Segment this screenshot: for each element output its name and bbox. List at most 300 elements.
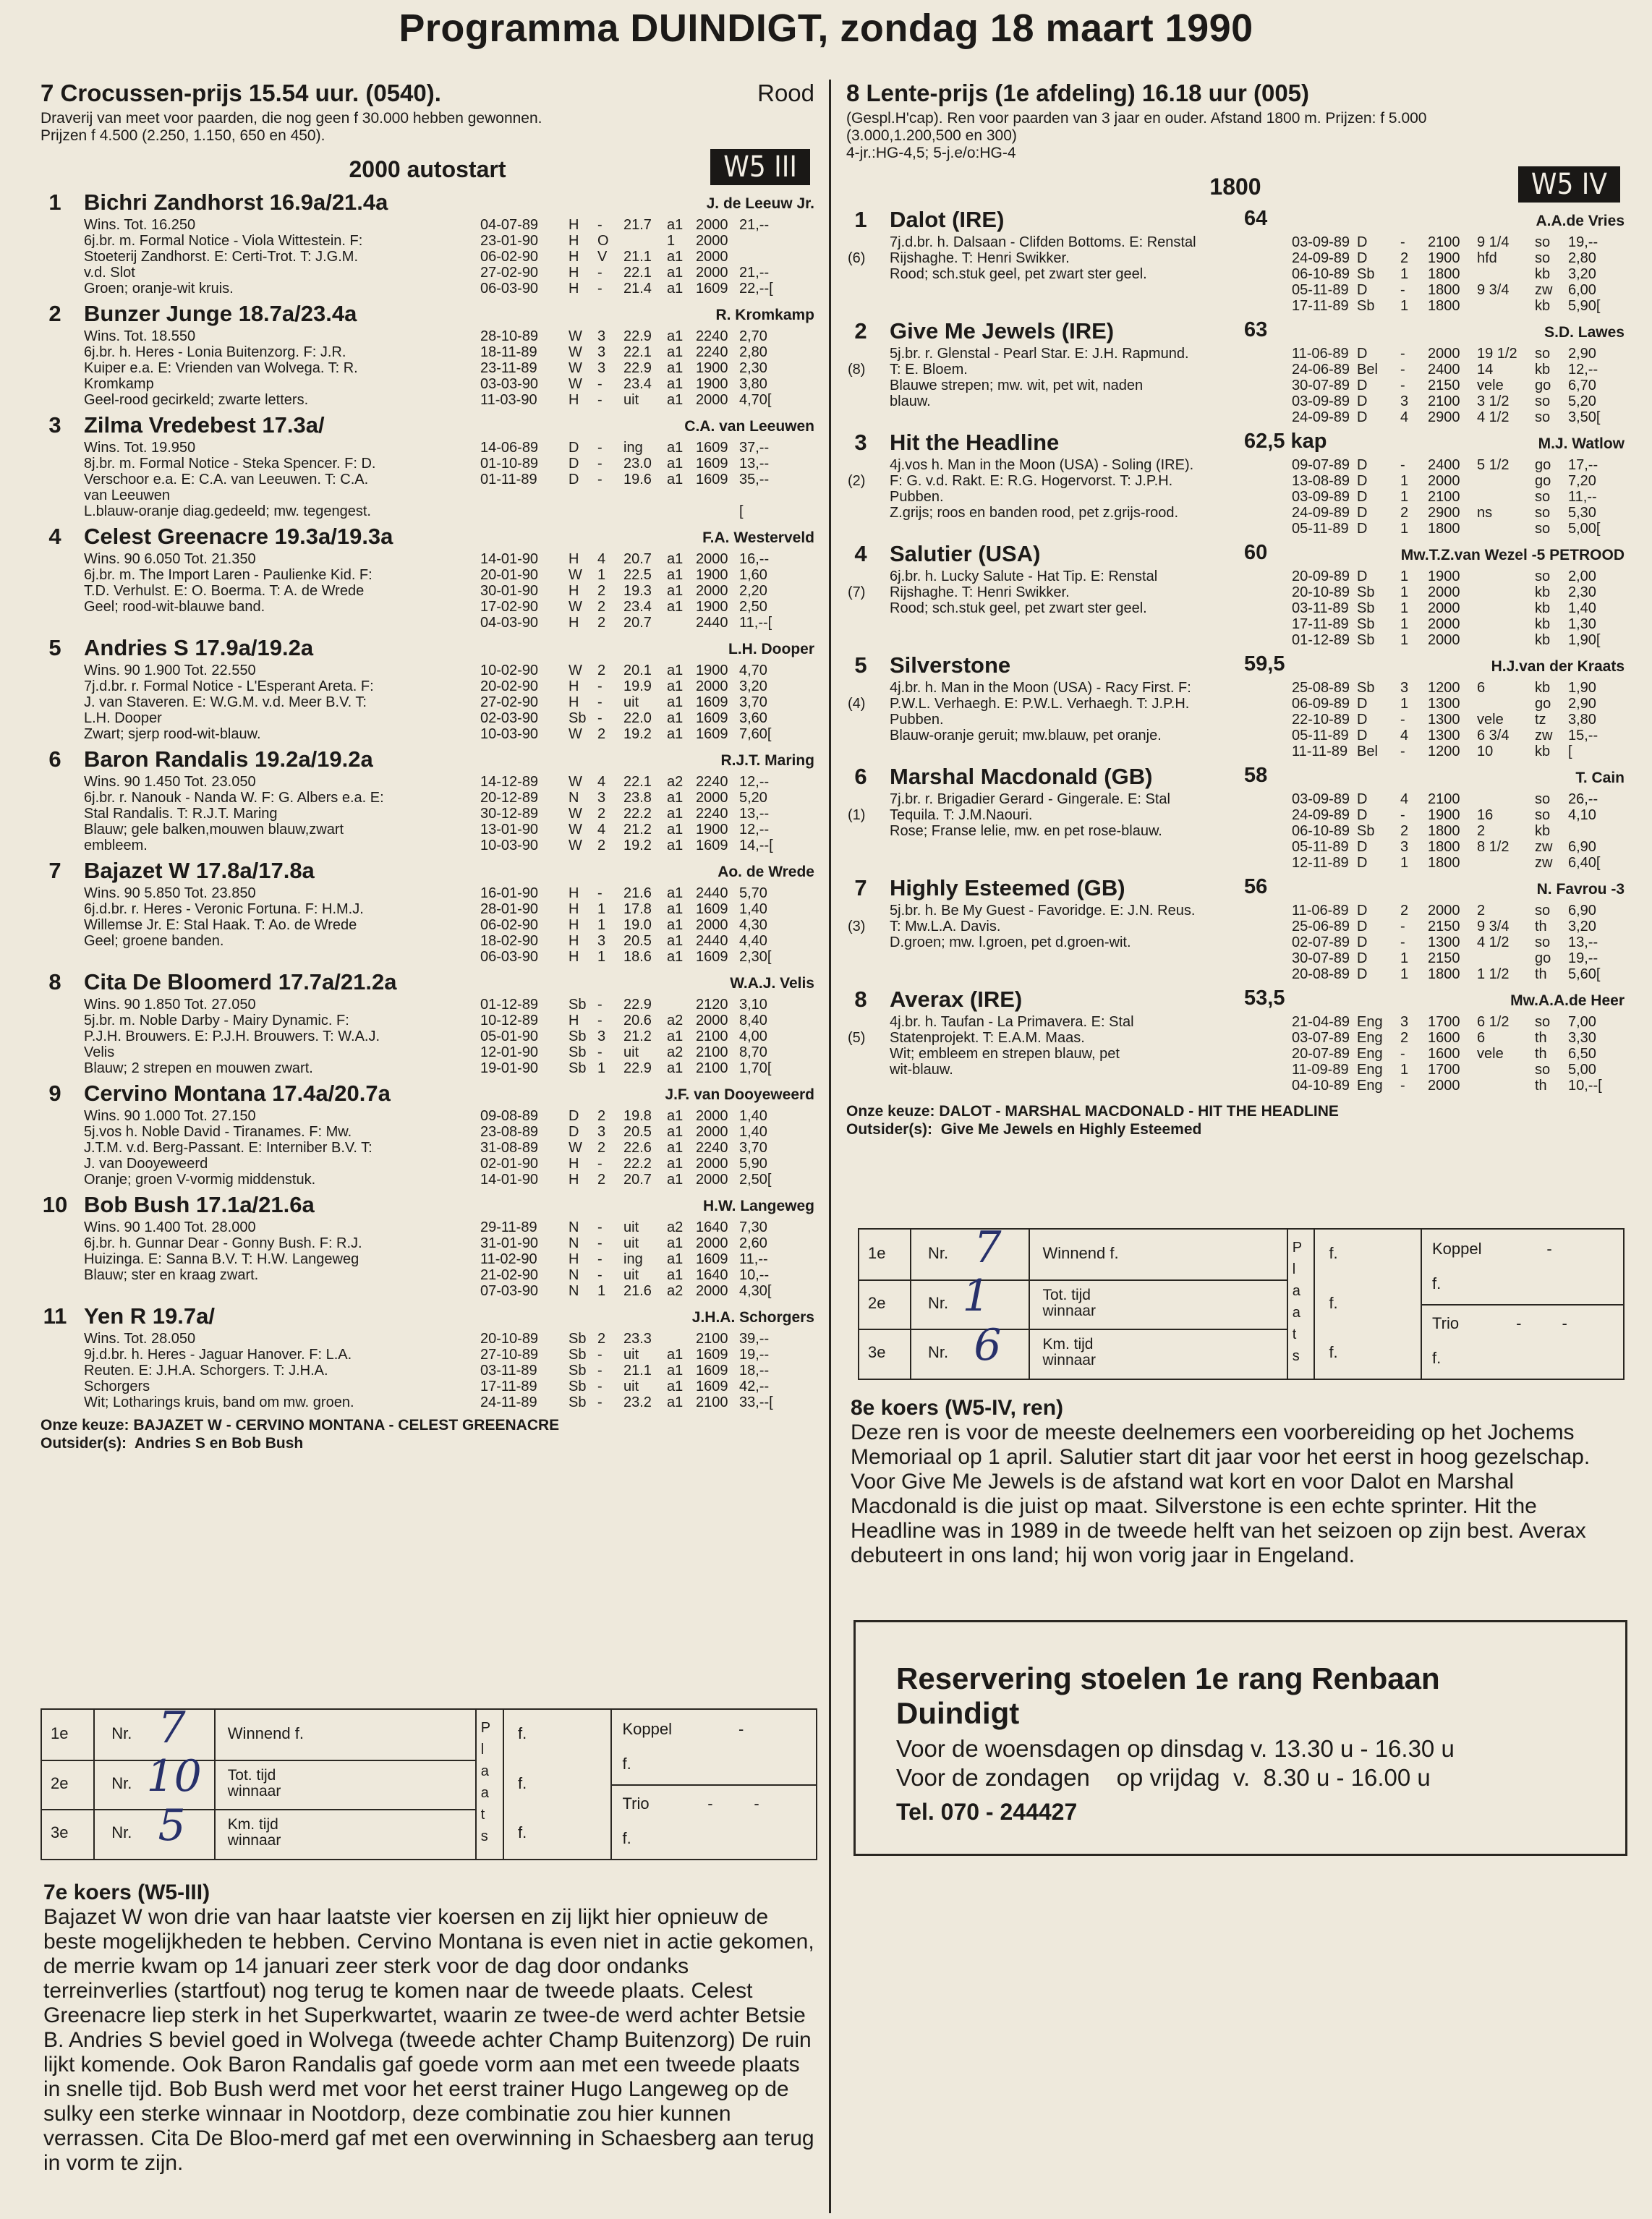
form-rule — [910, 1230, 911, 1379]
race-description-line: (Gespl.H'cap). Ren voor paarden van 3 jaar en ouder. Afstand 1800 m. Prijzen: f 5.000 — [846, 110, 1427, 127]
horse-number: 9 — [48, 1081, 61, 1106]
form-cell: 06-02-90 — [480, 917, 539, 933]
our-choice: Onze keuze: BAJAZET W - CERVINO MONTANA - CELEST GREENACRE — [41, 1417, 560, 1434]
horse-info-line: 5j.vos h. Noble David - Tiranames. F: Mw. — [84, 1124, 352, 1140]
horse-name: Bajazet W 17.8a/17.8a — [84, 858, 315, 883]
form-cell: 1900 — [696, 376, 728, 392]
form-cell: 1300 — [1428, 696, 1460, 712]
form-cell: 2000 — [696, 917, 728, 933]
entry-body — [846, 568, 1625, 648]
form-cell: 22.2 — [623, 806, 652, 822]
form-cell: 5,00[ — [1568, 521, 1601, 537]
form-cell: go — [1535, 457, 1551, 473]
form-cell: a1 — [667, 1394, 684, 1410]
horse-name: Marshal Macdonald (GB) — [890, 764, 1153, 789]
race-entry — [846, 875, 1625, 982]
plaats-letter: P — [480, 1720, 491, 1736]
horse-info-line: Wit; embleem en strepen blauw, pet — [890, 1046, 1120, 1062]
form-cell: 11,-- — [1568, 489, 1597, 505]
race-entry — [846, 541, 1625, 648]
form-cell: 09-08-89 — [480, 1108, 539, 1124]
form-cell: 1609 — [696, 472, 728, 487]
form-cell: 17.8 — [623, 901, 652, 917]
form-cell: W — [569, 376, 582, 392]
form-cell: Eng — [1357, 1062, 1383, 1078]
form-cell: 8,70 — [739, 1044, 767, 1060]
form-cell: N — [569, 1283, 579, 1299]
form-cell: 2 — [1400, 250, 1409, 266]
form-cell: D — [569, 456, 579, 472]
form-cell: 27-02-90 — [480, 694, 539, 710]
horse-weight: 64 — [1244, 207, 1268, 230]
form-cell: 20-07-89 — [1292, 1046, 1350, 1062]
form-cell: 22.5 — [623, 567, 652, 583]
race-8-commentary — [851, 1396, 1622, 1568]
form-cell: D — [1357, 378, 1368, 393]
form-cell: 1,70[ — [739, 1060, 772, 1076]
horse-info-line: Wins. 90 1.400 Tot. 28.000 — [84, 1219, 256, 1235]
race-7-commentary — [43, 1881, 814, 2176]
horse-info-line: 5j.br. r. Glenstal - Pearl Star. E: J.H. Rapmund. — [890, 346, 1189, 362]
form-cell: 1 — [1400, 616, 1409, 632]
form-cell: Eng — [1357, 1046, 1383, 1062]
form-cell: 06-10-89 — [1292, 823, 1350, 839]
form-cell: 2240 — [696, 774, 728, 790]
form-cell: 1 — [1400, 966, 1409, 982]
form-cell: 26,-- — [1568, 791, 1598, 807]
form-cell: H — [569, 551, 579, 567]
horse-info-line: L.blauw-oranje diag.gedeeld; mw. tegengest. — [84, 503, 371, 519]
horse-number: 3 — [48, 412, 61, 438]
form-cell: 24-09-89 — [1292, 409, 1350, 425]
form-cell: 30-12-89 — [480, 806, 539, 822]
form-cell: 2000 — [696, 678, 728, 694]
horse-trainer: H.J.van der Kraats — [1491, 658, 1625, 675]
form-cell: 06-02-90 — [480, 249, 539, 265]
horse-info-line: Blauw; gele balken,mouwen blauw,zwart — [84, 822, 344, 838]
entry-body — [41, 440, 814, 519]
horse-info-line: 9j.d.br. h. Heres - Jaguar Hanover. F: L.A. — [84, 1347, 352, 1363]
form-cell: 1,90 — [1568, 680, 1596, 696]
form-cell: 2 — [1400, 505, 1409, 521]
form-cell: so — [1535, 489, 1551, 505]
form-cell: H — [569, 233, 579, 249]
form-rule — [1029, 1230, 1030, 1379]
form-cell: D — [1357, 568, 1368, 584]
entry-body — [846, 903, 1625, 982]
form-cell: a1 — [667, 376, 684, 392]
horse-info — [890, 457, 1193, 521]
form-cell: so — [1535, 505, 1551, 521]
form-cell: - — [597, 1347, 603, 1363]
form-cell: - — [1400, 744, 1405, 759]
form-cell: - — [597, 997, 603, 1013]
form-cell: - — [597, 1013, 603, 1028]
form-cell: 1900 — [696, 360, 728, 376]
form-cell: 19,-- — [739, 1347, 770, 1363]
form-cell: 30-07-89 — [1292, 950, 1350, 966]
form-cell: 7,30 — [739, 1219, 767, 1235]
form-cell: 25-06-89 — [1292, 919, 1350, 934]
form-cell: H — [569, 901, 579, 917]
trio-dash: - — [1562, 1314, 1567, 1332]
trio-label: Trio — [1432, 1314, 1460, 1332]
entry-header — [41, 189, 814, 217]
entry-header — [846, 987, 1625, 1014]
form-cell: 5,90 — [739, 1156, 767, 1172]
form-cell: Sb — [1357, 680, 1375, 696]
race-title: 8 Lente-prijs (1e afdeling) 16.18 uur (005) — [846, 80, 1310, 106]
entry-header — [41, 1303, 814, 1331]
race-8-column — [846, 80, 1625, 1138]
form-cell: so — [1535, 234, 1551, 250]
horse-trainer: N. Favrou -3 — [1536, 881, 1625, 898]
horse-trainer: J. de Leeuw Jr. — [706, 195, 814, 212]
payout-label: f. — [518, 1773, 527, 1792]
form-cell: 2,50[ — [739, 1172, 772, 1188]
entry-header — [846, 541, 1625, 568]
form-cell: 3,20 — [1568, 919, 1596, 934]
form-cell: 03-07-89 — [1292, 1030, 1350, 1046]
horse-info-line: Wins. Tot. 16.250 — [84, 217, 196, 233]
horse-trainer: R. Kromkamp — [715, 307, 814, 323]
form-cell: 23.4 — [623, 599, 652, 615]
horse-weight: 62,5 kap — [1244, 430, 1327, 453]
form-cell: D — [1357, 934, 1368, 950]
horse-info — [84, 885, 364, 949]
form-cell: Sb — [1357, 632, 1375, 648]
form-cell: zw — [1535, 728, 1553, 744]
form-cell: - — [1400, 362, 1405, 378]
plaats-letter: a — [480, 1763, 489, 1779]
form-cell: D — [1357, 250, 1368, 266]
horse-info — [84, 997, 380, 1076]
form-cell: 1609 — [696, 440, 728, 456]
form-cell: 10,-- — [739, 1267, 770, 1283]
form-cell: 2000 — [696, 1283, 728, 1299]
form-cell: 5,70 — [739, 885, 767, 901]
horse-number: 1 — [854, 207, 867, 232]
form-cell: D — [1357, 728, 1368, 744]
form-cell: th — [1535, 1078, 1547, 1094]
form-cell: a1 — [667, 1172, 684, 1188]
entry-header — [846, 318, 1625, 346]
form-cell: 29-11-89 — [480, 1219, 537, 1235]
race-entry — [41, 189, 814, 297]
number-label: Nr. — [928, 1244, 949, 1262]
form-cell: 2240 — [696, 328, 728, 344]
form-cell: a1 — [667, 678, 684, 694]
form-cell: 1,40 — [739, 901, 767, 917]
form-cell: 5 1/2 — [1477, 457, 1510, 473]
horse-info-line: 6j.br. h. Heres - Lonia Buitenzorg. F: J.R. — [84, 344, 346, 360]
form-cell: 3 — [1400, 1014, 1409, 1030]
form-cell: 23.4 — [623, 376, 652, 392]
horse-name: Bob Bush 17.1a/21.6a — [84, 1192, 315, 1217]
horse-name: Averax (IRE) — [890, 987, 1023, 1012]
form-cell: 24-09-89 — [1292, 250, 1350, 266]
entry-header — [41, 301, 814, 328]
form-cell: H — [569, 1251, 579, 1267]
form-cell: 10-02-90 — [480, 663, 539, 678]
form-cell: 2440 — [696, 933, 728, 949]
form-cell: 23.2 — [623, 1394, 652, 1410]
form-cell: a2 — [667, 1044, 684, 1060]
form-cell: Sb — [569, 1060, 587, 1076]
form-cell: 2150 — [1428, 950, 1460, 966]
form-cell: 2,80 — [739, 344, 767, 360]
form-cell: 1640 — [696, 1219, 728, 1235]
form-cell: 21.1 — [623, 249, 652, 265]
form-cell: 2,30[ — [739, 949, 772, 965]
form-cell: 12,-- — [739, 822, 770, 838]
form-cell: tz — [1535, 712, 1546, 728]
horse-name: Bichri Zandhorst 16.9a/21.4a — [84, 189, 388, 215]
form-cell: 42,-- — [739, 1379, 770, 1394]
race-description-line: Prijzen f 4.500 (2.250, 1.150, 650 en 450). — [41, 127, 325, 144]
entry-body — [846, 457, 1625, 537]
form-cell: a1 — [667, 949, 684, 965]
form-cell: 19.3 — [623, 583, 652, 599]
form-cell: Bel — [1357, 744, 1378, 759]
entry-header — [41, 1081, 814, 1108]
form-cell: 19.8 — [623, 1108, 652, 1124]
horse-name: Silverstone — [890, 652, 1011, 678]
form-cell: 2000 — [1428, 584, 1460, 600]
form-cell: 2 — [1400, 823, 1409, 839]
entry-header — [41, 412, 814, 440]
form-cell: a1 — [667, 885, 684, 901]
form-cell: 1800 — [1428, 823, 1460, 839]
form-cell: 14-06-89 — [480, 440, 539, 456]
form-cell: 4,10 — [1568, 807, 1596, 823]
form-cell: 6 — [1477, 680, 1486, 696]
form-cell: 3,30 — [1568, 1030, 1596, 1046]
horse-trainer: Mw.A.A.de Heer — [1510, 992, 1625, 1009]
form-cell: Sb — [1357, 823, 1375, 839]
horse-info — [84, 328, 358, 408]
form-cell: kb — [1535, 823, 1551, 839]
form-cell: 7,20 — [1568, 473, 1596, 489]
outsiders — [846, 1120, 1625, 1138]
form-cell: Eng — [1357, 1030, 1383, 1046]
form-cell: a1 — [667, 1267, 684, 1283]
form-cell: 30-01-90 — [480, 583, 539, 599]
race-entry — [41, 858, 814, 965]
form-cell: 21-04-89 — [1292, 1014, 1350, 1030]
form-cell: 23.3 — [623, 1331, 652, 1347]
form-cell: - — [1400, 934, 1405, 950]
form-cell: so — [1535, 568, 1551, 584]
form-rule — [859, 1279, 1287, 1281]
horse-info — [84, 774, 384, 853]
form-cell: D — [1357, 712, 1368, 728]
horse-number: 5 — [854, 652, 867, 678]
form-cell: 22.9 — [623, 328, 652, 344]
form-cell: 9 3/4 — [1477, 282, 1510, 298]
handwritten-number: 10 — [146, 1750, 202, 1802]
form-cell: 11,-- — [739, 1251, 768, 1267]
form-cell: 20-02-90 — [480, 678, 539, 694]
form-cell: a2 — [667, 774, 684, 790]
form-cell: 1800 — [1428, 839, 1460, 855]
form-cell: 4 1/2 — [1477, 934, 1510, 950]
form-cell: - — [597, 678, 603, 694]
form-cell: 3,60 — [739, 710, 767, 726]
form-cell: 23-01-90 — [480, 233, 539, 249]
horse-info-line: 4j.br. h. Taufan - La Primavera. E: Stal — [890, 1014, 1134, 1030]
place-label: 1e — [868, 1244, 886, 1262]
form-cell: 5,30 — [1568, 505, 1596, 521]
form-cell: 1 — [597, 917, 606, 933]
form-cell: 05-11-89 — [1292, 521, 1349, 537]
form-cell: 07-03-90 — [480, 1283, 539, 1299]
horse-weight: 63 — [1244, 318, 1268, 341]
form-cell: W — [569, 599, 582, 615]
form-cell: 20.1 — [623, 663, 652, 678]
form-cell: a2 — [667, 1283, 684, 1299]
form-cell: 2100 — [1428, 489, 1460, 505]
form-cell: - — [597, 885, 603, 901]
form-cell: 1900 — [696, 663, 728, 678]
form-cell: zw — [1535, 282, 1553, 298]
horse-weight: 60 — [1244, 541, 1268, 564]
form-cell: uit — [623, 392, 639, 408]
form-cell: kb — [1535, 632, 1551, 648]
form-cell: 2100 — [696, 1044, 728, 1060]
form-cell: 13-08-89 — [1292, 473, 1350, 489]
horse-info-line: Wins. 90 1.850 Tot. 27.050 — [84, 997, 256, 1013]
start-position: (8) — [848, 362, 866, 378]
horse-info-line: Blauw; 2 strepen en mouwen zwart. — [84, 1060, 313, 1076]
form-cell: 18,-- — [739, 1363, 770, 1379]
winner-label: winnaar — [1042, 1302, 1096, 1319]
entry-body — [846, 791, 1625, 871]
horse-trainer: A.A.de Vries — [1536, 213, 1625, 229]
entry-body — [41, 1331, 814, 1410]
form-cell: 4 — [597, 551, 606, 567]
horse-info-line: Z.grijs; roos en banden rood, pet z.grijs-rood. — [890, 505, 1179, 521]
race-entry — [41, 524, 814, 631]
form-cell: 13,-- — [739, 456, 770, 472]
form-cell: 2 — [597, 1140, 606, 1156]
form-cell: 2,80 — [1568, 250, 1596, 266]
form-cell: 6 1/2 — [1477, 1014, 1510, 1030]
form-cell: H — [569, 694, 579, 710]
form-cell: H — [569, 583, 579, 599]
form-cell: - — [597, 265, 603, 281]
horse-info-line: Reuten. E: J.H.A. Schorgers. T: J.H.A. — [84, 1363, 328, 1379]
horse-info-line: embleem. — [84, 838, 148, 853]
form-cell: a1 — [667, 838, 684, 853]
form-cell: Bel — [1357, 362, 1378, 378]
form-cell: a1 — [667, 265, 684, 281]
form-cell: kb — [1535, 298, 1551, 314]
race-title: 7 Crocussen-prijs 15.54 uur. (0540). — [41, 80, 441, 106]
horse-info — [890, 903, 1195, 950]
horse-trainer: M.J. Watlow — [1538, 435, 1625, 452]
start-position: (6) — [848, 250, 866, 266]
form-cell: - — [1400, 282, 1405, 298]
form-cell: 21.2 — [623, 822, 652, 838]
form-cell: 1200 — [1428, 680, 1460, 696]
form-cell: 3 — [597, 360, 606, 376]
horse-info-line: P.W.L. Verhaegh. E: P.W.L. Verhaegh. T: J.P.H. — [890, 696, 1190, 712]
trio-dash: - — [1516, 1314, 1522, 1332]
horse-info-line: Schorgers — [84, 1379, 150, 1394]
form-cell: 12-11-89 — [1292, 855, 1349, 871]
horse-info-line: 7j.br. r. Brigadier Gerard - Gingerale. E: Stal — [890, 791, 1170, 807]
entry-header — [41, 1192, 814, 1219]
form-cell: 2000 — [696, 551, 728, 567]
form-cell: 19.2 — [623, 726, 652, 742]
column-divider — [829, 80, 831, 2213]
form-cell: - — [1400, 1046, 1405, 1062]
form-cell: 14-01-90 — [480, 551, 539, 567]
form-cell: 3,70 — [739, 1140, 767, 1156]
form-cell: Sb — [569, 997, 587, 1013]
form-cell: 28-10-89 — [480, 328, 539, 344]
form-cell: 1609 — [696, 456, 728, 472]
plaats-letter: t — [480, 1807, 485, 1823]
plaats-letter: l — [1292, 1261, 1296, 1277]
horse-trainer: R.J.T. Maring — [720, 752, 814, 769]
form-cell: 8,40 — [739, 1013, 767, 1028]
horse-number: 6 — [48, 746, 61, 772]
form-cell: 3 — [597, 1124, 606, 1140]
horse-info — [890, 234, 1196, 282]
form-cell: W — [569, 344, 582, 360]
form-cell: 1 — [667, 233, 676, 249]
horse-info-line: Rijshaghe. T: Henri Swikker. — [890, 584, 1070, 600]
form-cell: 1700 — [1428, 1014, 1460, 1030]
form-rule — [1313, 1230, 1315, 1379]
form-cell: 1900 — [696, 822, 728, 838]
horse-name: Andries S 17.9a/19.2a — [84, 635, 314, 660]
form-cell: 1609 — [696, 710, 728, 726]
form-cell: W — [569, 567, 582, 583]
form-cell: th — [1535, 1030, 1547, 1046]
horse-name: Celest Greenacre 19.3a/19.3a — [84, 524, 393, 549]
form-cell: kb — [1535, 680, 1551, 696]
form-cell: 2900 — [1428, 409, 1460, 425]
horse-weight: 53,5 — [1244, 987, 1285, 1010]
horse-info — [84, 1219, 362, 1283]
race-entry — [41, 1081, 814, 1188]
form-cell: 8 1/2 — [1477, 839, 1510, 855]
form-cell: 24-11-89 — [480, 1394, 537, 1410]
entry-header — [846, 875, 1625, 903]
form-cell: 2 — [1477, 823, 1486, 839]
payout-label: f. — [1329, 1244, 1338, 1262]
horse-info-line: J. van Staveren. E: W.G.M. v.d. Meer B.V. T: — [84, 694, 367, 710]
form-cell: 1300 — [1428, 934, 1460, 950]
horse-info — [890, 346, 1189, 409]
form-cell: a1 — [667, 344, 684, 360]
horse-number: 2 — [48, 301, 61, 326]
form-cell: 1800 — [1428, 298, 1460, 314]
form-cell: - — [597, 472, 603, 487]
form-cell: Sb — [569, 1363, 587, 1379]
form-cell: O — [597, 233, 609, 249]
form-cell: 20.5 — [623, 1124, 652, 1140]
form-cell: so — [1535, 521, 1551, 537]
form-cell: - — [1400, 919, 1405, 934]
horse-number: 7 — [854, 875, 867, 900]
form-cell: H — [569, 933, 579, 949]
form-cell: 20-09-89 — [1292, 568, 1350, 584]
form-cell: 1200 — [1428, 744, 1460, 759]
